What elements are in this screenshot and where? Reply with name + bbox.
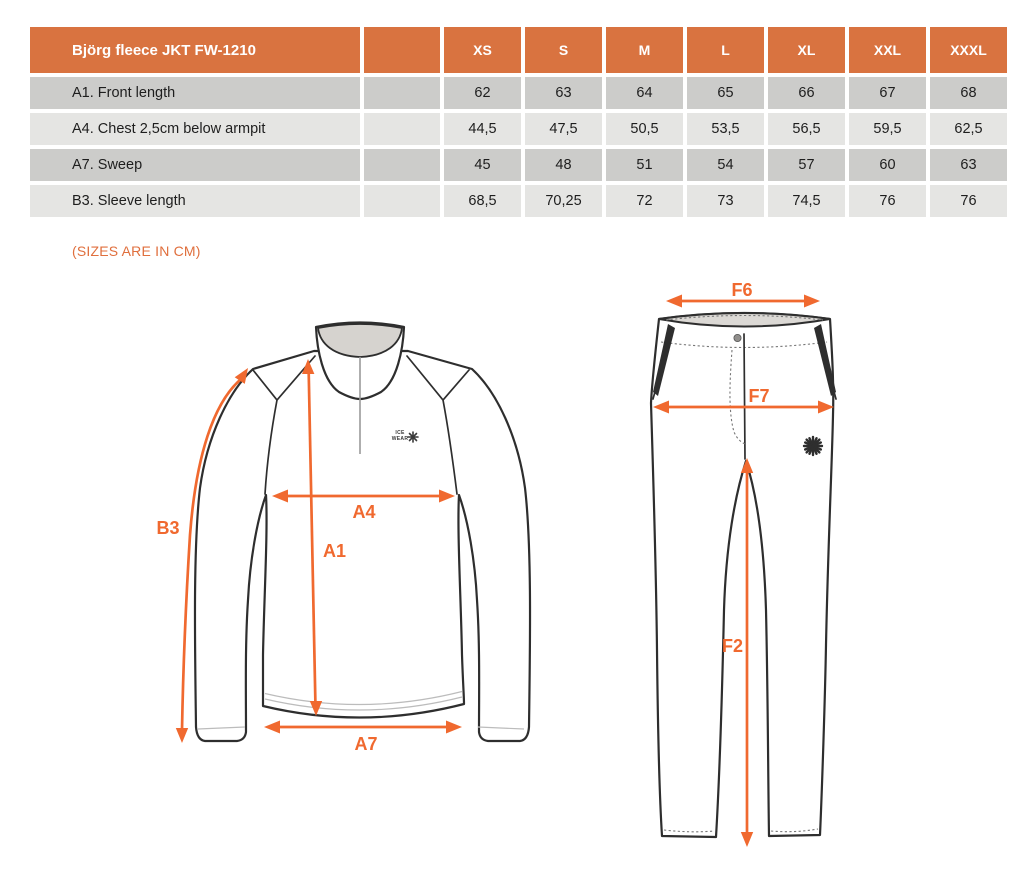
measurement-label-f7: F7 [748, 386, 770, 406]
size-value-cell: 45 [444, 149, 521, 181]
size-value-cell: 59,5 [849, 113, 926, 145]
size-value-cell: 53,5 [687, 113, 764, 145]
jacket-silhouette [195, 351, 530, 741]
size-value-cell: 66 [768, 77, 845, 109]
brand-logo-text: ICE [395, 430, 405, 436]
brand-logo-text: WEAR [391, 436, 409, 442]
size-column-header: XXXL [930, 27, 1007, 73]
size-value-cell: 56,5 [768, 113, 845, 145]
waist-button [734, 334, 741, 341]
size-value-cell: 70,25 [525, 185, 602, 217]
size-value-cell: 62,5 [930, 113, 1007, 145]
size-value-cell: 57 [768, 149, 845, 181]
size-column-header: S [525, 27, 602, 73]
size-column-header: XL [768, 27, 845, 73]
size-value-cell: 74,5 [768, 185, 845, 217]
measurement-label-b3: B3 [156, 518, 180, 538]
size-value-cell: 63 [930, 149, 1007, 181]
size-value-cell: 72 [606, 185, 683, 217]
jacket-diagram [195, 323, 530, 742]
size-value-cell: 67 [849, 77, 926, 109]
size-value-cell: 76 [930, 185, 1007, 217]
size-value-cell: 47,5 [525, 113, 602, 145]
size-value-cell: 62 [444, 77, 521, 109]
pants-silhouette [651, 313, 833, 837]
measurement-label-a7: A7 [354, 734, 378, 754]
product-title: Björg fleece JKT FW-1210 [30, 27, 360, 73]
row-label: A4. Chest 2,5cm below armpit [30, 113, 360, 145]
measurement-label-a4: A4 [352, 502, 376, 522]
size-value-cell: 54 [687, 149, 764, 181]
size-column-header: L [687, 27, 764, 73]
size-value-cell: 73 [687, 185, 764, 217]
size-column-header: XS [444, 27, 521, 73]
row-label: B3. Sleeve length [30, 185, 360, 217]
pants-diagram [651, 313, 836, 837]
measurement-label-f2: F2 [721, 636, 743, 656]
size-column-header: M [606, 27, 683, 73]
brand-snowflake-icon [408, 432, 418, 442]
snowflake-icon [804, 437, 822, 455]
size-value-cell: 76 [849, 185, 926, 217]
size-value-cell: 44,5 [444, 113, 521, 145]
sizes-unit-note: (SIZES ARE IN CM) [72, 243, 201, 259]
size-column-header: XXL [849, 27, 926, 73]
size-value-cell: 50,5 [606, 113, 683, 145]
row-label: A1. Front length [30, 77, 360, 109]
size-value-cell: 68,5 [444, 185, 521, 217]
measurement-label-a1: A1 [323, 541, 347, 561]
size-value-cell: 68 [930, 77, 1007, 109]
size-value-cell: 60 [849, 149, 926, 181]
size-value-cell: 64 [606, 77, 683, 109]
size-value-cell: 63 [525, 77, 602, 109]
row-label: A7. Sweep [30, 149, 360, 181]
size-value-cell: 51 [606, 149, 683, 181]
size-value-cell: 48 [525, 149, 602, 181]
fly-center-line [744, 334, 745, 459]
size-value-cell: 65 [687, 77, 764, 109]
measurement-label-f6: F6 [731, 280, 753, 300]
